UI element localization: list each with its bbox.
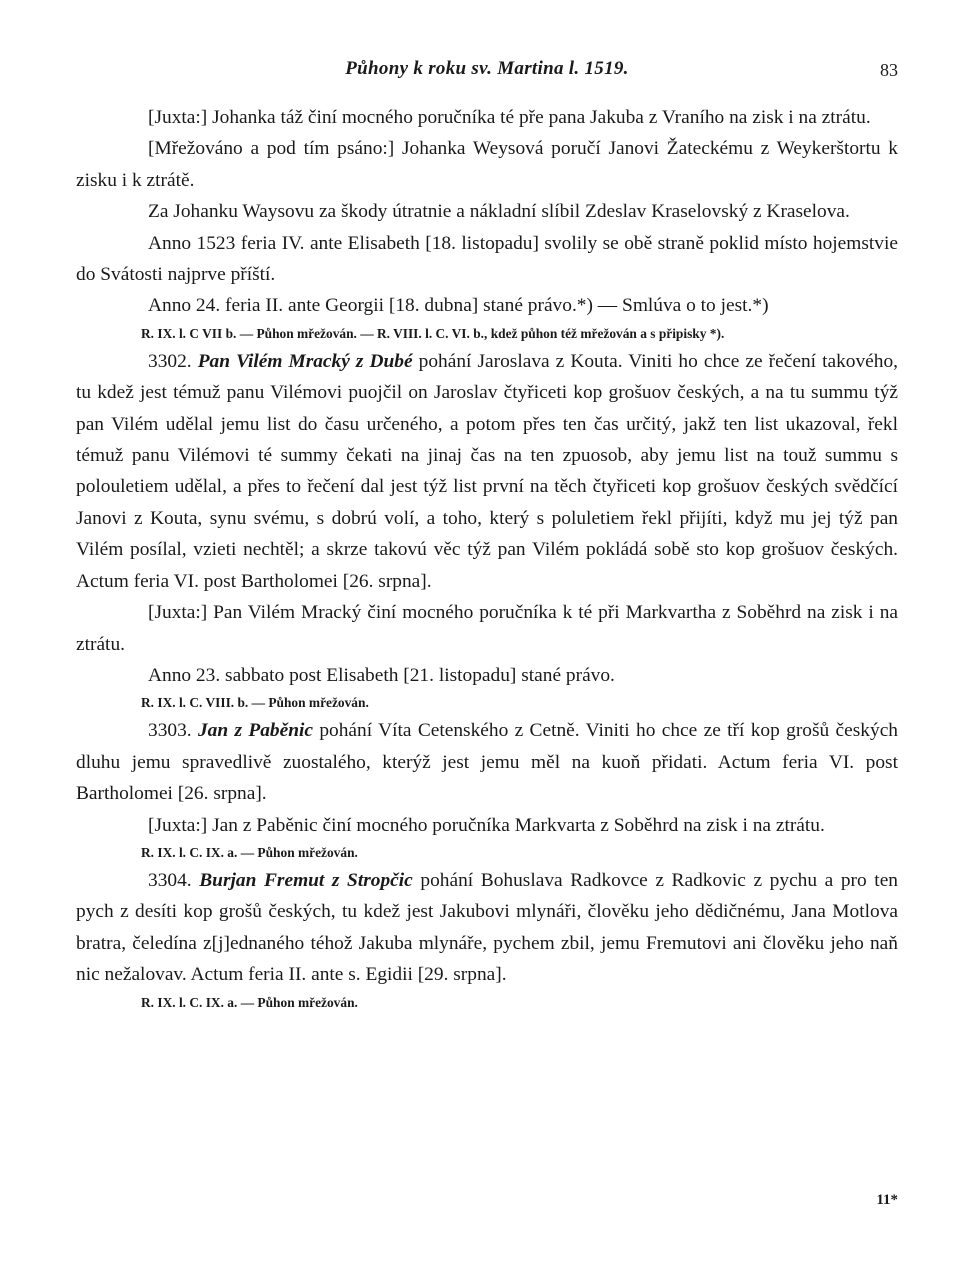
paragraph-mrezovano: [Mřežováno a pod tím psáno:] Johanka Weysová poručí Janovi Žateckému z Weykerštortu k zisku i k ztrátě. — [76, 138, 898, 191]
entry-number: 3304. — [148, 869, 192, 891]
running-header — [76, 58, 898, 88]
paragraph-anno-1523: Anno 1523 feria IV. ante Elisabeth [18. listopadu] svolily se obě straně poklid místo hojemstvie do Svátosti najprve příští. — [76, 232, 898, 286]
paragraph-anno-24: Anno 24. feria II. ante Georgii [18. dubna] stané právo.*) — Smlúva o to jest.*) — [148, 295, 769, 317]
entry-3302-anno: Anno 23. sabbato post Elisabeth [21. listopadu] stané právo. — [148, 664, 615, 686]
entry-person: Pan Vilém Mracký z Dubé — [197, 350, 413, 372]
entry-3304 — [76, 865, 898, 991]
document-page — [76, 58, 898, 1015]
page-number: 83 — [880, 60, 898, 80]
entry-person: Burjan Fremut z Stropčic — [199, 869, 413, 891]
source-note-1: R. IX. l. C VII b. — Půhon mřežován. — R. VIII. l. C. VI. b., kdež půhon též mřežován a s připisky *). — [141, 325, 725, 341]
entry-3302-juxta: [Juxta:] Pan Vilém Mracký činí mocného poručníka k té při Markvartha z Soběhrd na zisk i na ztrátu. — [76, 602, 898, 655]
entry-3303-juxta: [Juxta:] Jan z Paběnic činí mocného poručníka Markvarta z Soběhrd na zisk i na ztrátu. — [148, 814, 825, 836]
entry-text: pohání Víta Cetenského z Cetně. Viniti ho chce ze tří kop grošů českých dluhu jemu spravedlivě zuostalého, kterýž jest jemu měl na kuoň přidati. Actum feria VI. post Bartholomei [26. srpna]. — [76, 720, 898, 805]
entry-3303-note: R. IX. l. C. IX. a. — Půhon mřežován. — [141, 844, 358, 860]
entry-3302 — [76, 346, 898, 597]
entry-3304-note: R. IX. l. C. IX. a. — Půhon mřežován. — [141, 994, 358, 1010]
entry-number: 3302. — [148, 350, 192, 372]
entry-number: 3303. — [148, 720, 192, 742]
entry-text: pohání Jaroslava z Kouta. Viniti ho chce ze řečení takového, tu kdež jest témuž panu Vilémovi puojčil on Jaroslav čtyřiceti kop grošuov českých, a na tu summu týž pan Vilém udělal jemu list do času určeného, a potom přes ten čas určitý, jakž ten list ukazoval, řekl témuž panu Vilémovi té summy čekati na jinaj čas na ten zpuosob, aby jemu list na touž summu s polouletiem udělal, a přes to řečení dal jest týž list první na těch čtyřiceti kop grošuov českých svědčící Janovi z Kouta, synu svému, s dobrú volí, a toho, který s poluletiem řekl přijíti, když mu jej týž pan Vilém posílal, vzieti nechtěl; a skrze takovú věc týž pan Vilém pokládá sobě sto kop grošuov českých. Actum feria VI. post Bartholomei [26. srpna]. — [76, 350, 899, 592]
paragraph-juxta-1: [Juxta:] Johanka táž činí mocného poručníka té pře pana Jakuba z Vraního na zisk i na ztrátu. — [148, 107, 871, 128]
paragraph-surety: Za Johanku Waysovu za škody útratnie a nákladní slíbil Zdeslav Kraselovský z Kraselova. — [148, 201, 850, 223]
page-title: Půhony k roku sv. Martina l. 1519. — [345, 58, 629, 79]
signature-mark: 11* — [876, 1192, 898, 1208]
entry-person: Jan z Paběnic — [197, 720, 313, 742]
entry-3302-note: R. IX. l. C. VIII. b. — Půhon mřežován. — [141, 695, 369, 711]
entry-text: pohání Bohuslava Radkovce z Radkovic z pychu a pro ten pych z desíti kop grošů českých, tu kdež jest Jakubovi mlynáři, člověku jeho dědičnému, Jana Motlova bratra, čeledína z[j]ednaného téhož Jakuba mlynáře, pychem zbil, jemu Fremutovi ani člověku jeho naň nic nežalovav. Actum feria II. ante s. Egidii [29. srpna]. — [76, 869, 898, 986]
entry-3303 — [76, 715, 898, 809]
